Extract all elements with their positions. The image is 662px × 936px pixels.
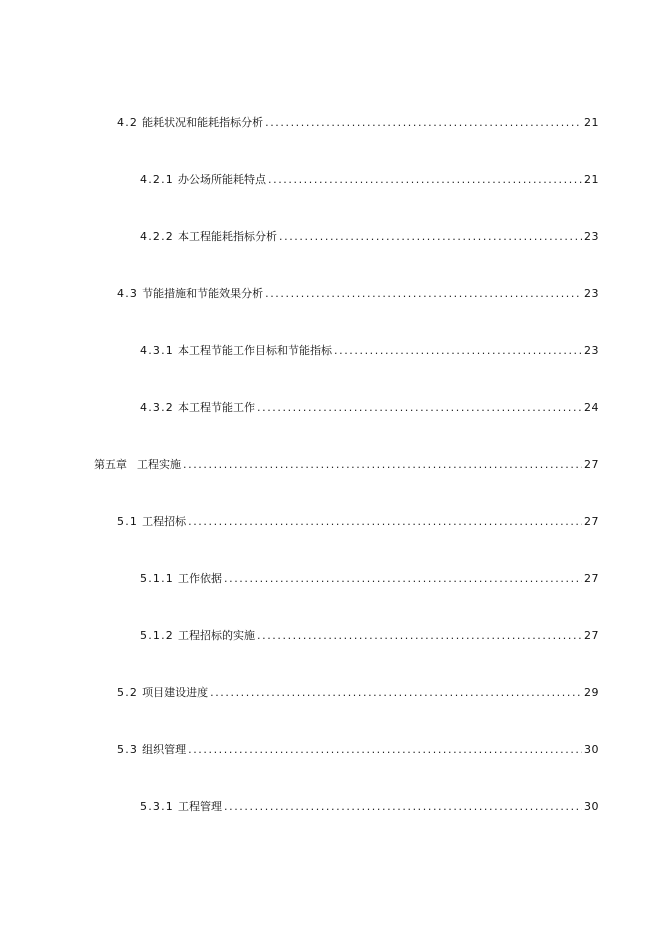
toc-entry-title: 工程招标的实施 [178,629,255,642]
dot-leader [188,513,582,531]
toc-entry-title: 工作依据 [178,572,222,585]
toc-entry-page: 23 [584,230,599,243]
toc-entry-number: 4.2.1 [140,173,174,186]
toc-entry-title: 组织管理 [142,743,187,756]
toc-entry[interactable] [140,798,599,816]
dot-leader [257,399,582,417]
toc-entry-page: 21 [584,173,599,186]
toc-entry[interactable] [117,114,599,132]
toc-entry[interactable] [140,342,599,360]
toc-entry-title: 工程实施 [137,458,181,471]
toc-entry-page: 27 [584,458,599,471]
toc-entry-number: 4.3.2 [140,401,174,414]
toc-entry-number: 第五章 [94,458,127,471]
toc-entry[interactable] [117,285,599,303]
dot-leader [210,684,582,702]
toc-entry-title: 能耗状况和能耗指标分析 [142,116,264,129]
toc-entry-number: 5.3.1 [140,800,174,813]
dot-leader [257,627,582,645]
dot-leader [183,456,582,474]
toc-entry-page: 27 [584,572,599,585]
toc-entry-page: 27 [584,629,599,642]
dot-leader [279,228,582,246]
toc-entry[interactable] [140,228,599,246]
toc-entry-number: 4.2.2 [140,230,174,243]
toc-entry-number: 5.2 [117,686,139,699]
toc-entry-title: 本工程能耗指标分析 [178,230,277,243]
toc-entry[interactable] [117,513,599,531]
toc-entry[interactable] [94,456,599,474]
toc-entry-number: 5.1.1 [140,572,174,585]
toc-entry-number: 5.1.2 [140,629,174,642]
toc-entry-title: 节能措施和节能效果分析 [142,287,264,300]
toc-entry-number: 5.1 [117,515,139,528]
toc-entry-number: 4.3.1 [140,344,174,357]
toc-entry[interactable] [140,570,599,588]
toc-entry-title: 工程招标 [142,515,187,528]
dot-leader [224,570,582,588]
dot-leader [188,741,582,759]
toc-entry[interactable] [117,741,599,759]
dot-leader [265,114,582,132]
toc-entry-page: 23 [584,287,599,300]
toc-entry-page: 30 [584,743,599,756]
toc-entry[interactable] [140,627,599,645]
dot-leader [224,798,582,816]
toc-entry-title: 本工程节能工作目标和节能指标 [178,344,332,357]
toc-entry-number: 4.3 [117,287,139,300]
toc-entry-number: 4.2 [117,116,139,129]
dot-leader [268,171,582,189]
toc-entry[interactable] [140,171,599,189]
toc-entry-number: 5.3 [117,743,139,756]
toc-entry-page: 30 [584,800,599,813]
toc-entry-page: 21 [584,116,599,129]
toc-entry-title: 项目建设进度 [142,686,209,699]
toc-entry[interactable] [117,684,599,702]
toc-entry-title: 工程管理 [178,800,222,813]
dot-leader [334,342,582,360]
toc-entry-title: 办公场所能耗特点 [178,173,266,186]
toc-entry-page: 27 [584,515,599,528]
toc-entry-title: 本工程节能工作 [178,401,255,414]
toc-entry-page: 29 [584,686,599,699]
toc-entry-page: 24 [584,401,599,414]
dot-leader [265,285,582,303]
toc-entry-page: 23 [584,344,599,357]
toc-entry[interactable] [140,399,599,417]
